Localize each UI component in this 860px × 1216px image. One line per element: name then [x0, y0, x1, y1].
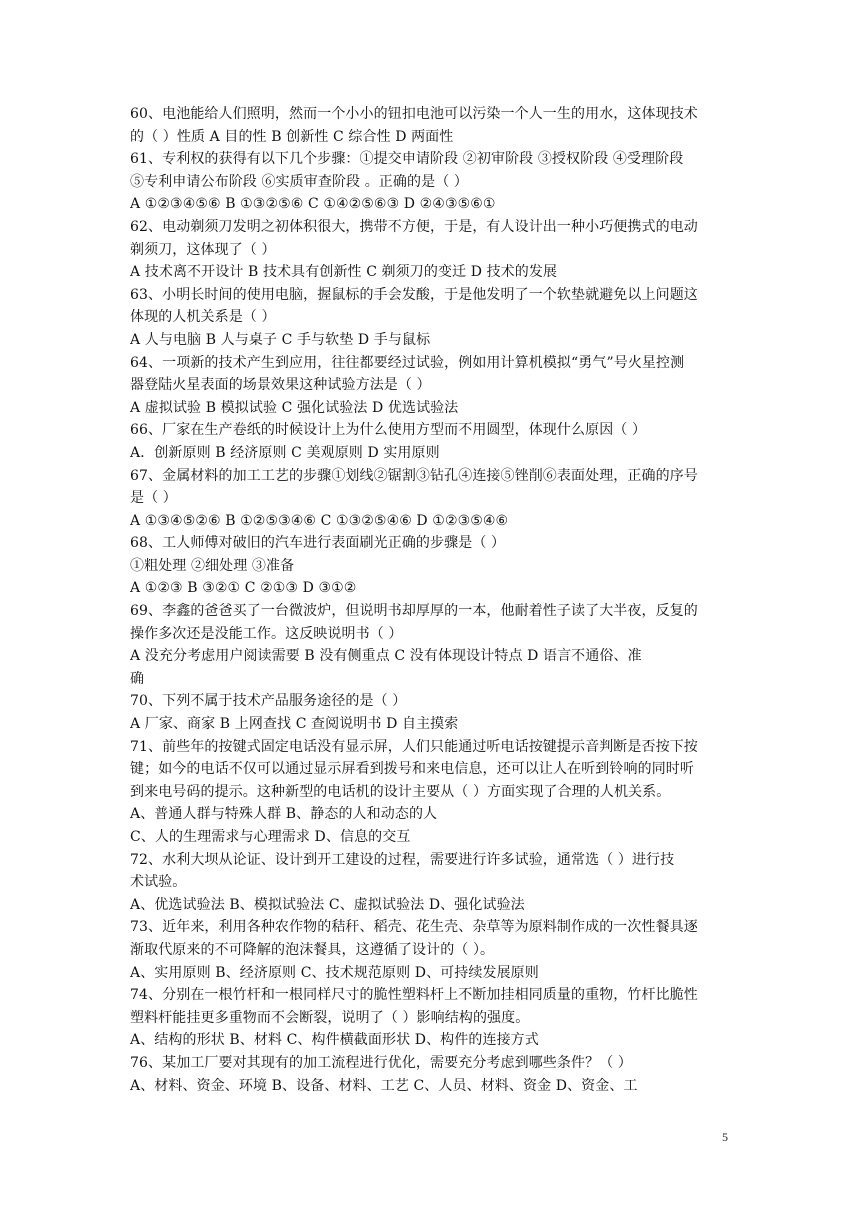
text-line: 器登陆火星表面的场景效果这种试验方法是（ ）: [130, 377, 431, 394]
text-line: 70、下列不属于技术产品服务途径的是（ ）: [130, 693, 407, 710]
text-line: A ①②③④⑤⑥ B ①③②⑤⑥ C ①④②⑤⑥③ D ②④③⑤⑥①: [130, 196, 496, 213]
text-line: 76、某加工厂要对其现有的加工流程进行优化，需要充分考虑到哪些条件？（ ）: [130, 1054, 632, 1071]
text-line: A、实用原则 B、经济原则 C、技术规范原则 D、可持续发展原则: [130, 964, 539, 981]
text-line: A ①②③ B ③②① C ②①③ D ③①②: [130, 580, 357, 597]
text-line: A 厂家、商家 B 上网查找 C 查阅说明书 D 自主摸索: [130, 716, 459, 733]
text-line: 体现的人机关系是（ ）: [130, 309, 276, 326]
text-line: A 技术离不开设计 B 技术具有创新性 C 剃须刀的变迁 D 技术的发展: [130, 264, 558, 281]
text-line: ①粗处理 ②细处理 ③准备: [130, 557, 295, 574]
text-line: 60、电池能给人们照明，然而一个小小的钮扣电池可以污染一个人一生的用水，这体现技术: [130, 106, 698, 122]
text-line: 渐取代原来的不可降解的泡沫餐具，这遵循了设计的（ ）。: [130, 941, 495, 958]
text-line: 到来电号码的提示。这种新型的电话机的设计主要从（ ）方面实现了合理的人机关系。: [130, 783, 671, 800]
text-line: A、普通人群与特殊人群 B、静态的人和动态的人: [130, 806, 438, 823]
text-line: A 没充分考虑用户阅读需要 B 没有侧重点 C 没有体现设计特点 D 语言不通俗、准: [130, 648, 642, 665]
question-text-block: [130, 103, 730, 1097]
text-line: 剃须刀，这体现了（ ）: [130, 241, 276, 258]
text-line: C、人的生理需求与心理需求 D、信息的交互: [130, 829, 411, 845]
text-line: A、结构的形状 B、材料 C、构件横截面形状 D、构件的连接方式: [130, 1032, 539, 1049]
text-line: 66、厂家在生产卷纸的时候设计上为什么使用方型而不用圆型，体现什么原因（ ）: [130, 422, 647, 439]
text-line: 62、电动剃须刀发明之初体积很大，携带不方便，于是，有人设计出一种小巧便携式的电动: [130, 218, 698, 235]
text-line: 71、前些年的按键式固定电话没有显示屏，人们只能通过听电话按键提示音判断是否按下按: [130, 738, 698, 755]
text-line: 68、工人师傅对破旧的汽车进行表面刷光正确的步骤是（ ）: [130, 535, 506, 552]
text-line: 61、专利权的获得有以下几个步骤：①提交申请阶段 ②初审阶段 ③授权阶段 ④受理阶段: [130, 151, 684, 168]
text-line: A．创新原则 B 经济原则 C 美观原则 D 实用原则: [130, 444, 440, 461]
text-line: A、优选试验法 B、模拟试验法 C、虚拟试验法 D、强化试验法: [130, 896, 525, 913]
text-line: 确: [130, 670, 145, 687]
text-line: 73、近年来，利用各种农作物的秸秆、稻壳、花生壳、杂草等为原料制作成的一次性餐具逐: [130, 919, 698, 936]
text-line: A 人与电脑 B 人与桌子 C 手与软垫 D 手与鼠标: [130, 331, 431, 348]
page-number: 5: [722, 1130, 728, 1144]
text-line: 的（ ）性质 A 目的性 B 创新性 C 综合性 D 两面性: [130, 128, 454, 145]
text-line: 术试验。: [130, 874, 187, 891]
text-line: ⑤专利申请公布阶段 ⑥实质审查阶段 。正确的是（ ）: [130, 173, 468, 190]
text-line: A 虚拟试验 B 模拟试验 C 强化试验法 D 优选试验法: [130, 399, 459, 416]
text-line: 72、水利大坝从论证、设计到开工建设的过程，需要进行许多试验，通常选（ ）进行技: [130, 851, 675, 868]
text-line: 74、分别在一根竹杆和一根同样尺寸的脆性塑料杆上不断加挂相同质量的重物，竹杆比脆性: [130, 987, 698, 1004]
text-line: 67、金属材料的加工工艺的步骤①划线②锯割③钻孔④连接⑤锉削⑥表面处理，正确的序号: [130, 467, 698, 484]
text-line: 塑料杆能挂更多重物而不会断裂，说明了（ ）影响结构的强度。: [130, 1009, 530, 1026]
text-line: 69、李鑫的爸爸买了一台微波炉，但说明书却厚厚的一本，他耐着性子读了大半夜，反复的: [130, 603, 698, 620]
text-line: 键；如今的电话不仅可以通过显示屏看到拨号和来电信息，还可以让人在听到铃响的同时听: [130, 761, 694, 778]
text-line: 64、一项新的技术产生到应用，往往都要经过试验，例如用计算机模拟“勇气”号火星控测: [130, 354, 685, 371]
text-line: 是（ ）: [130, 490, 177, 507]
text-line: 63、小明长时间的使用电脑，握鼠标的手会发酸，于是他发明了一个软垫就避免以上问题这: [130, 286, 698, 303]
text-line: A、材料、资金、环境 B、设备、材料、工艺 C、人员、材料、资金 D、资金、工: [130, 1077, 638, 1094]
text-line: A ①③④⑤②⑥ B ①②⑤③④⑥ C ①③②⑤④⑥ D ①②③⑤④⑥: [130, 512, 509, 529]
text-line: 操作多次还是没能工作。这反映说明书（ ）: [130, 625, 403, 642]
